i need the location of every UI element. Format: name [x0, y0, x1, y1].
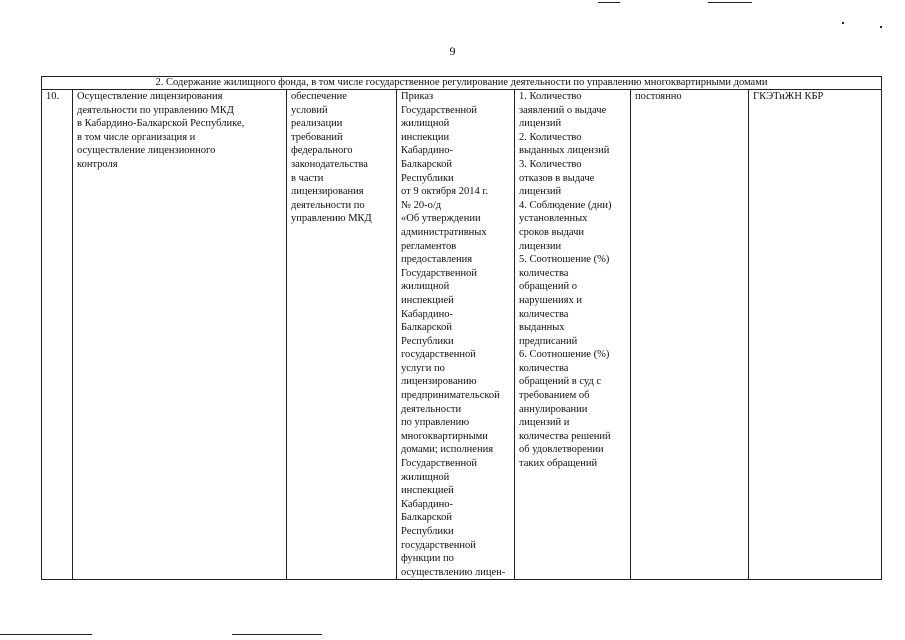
row-number: 10.: [42, 90, 73, 580]
measure-cell: Осуществление лицензирования деятельности по управлению МКД в Кабардино-Балкарской Республике, в том числе организация и осуществление лицензионного контроля: [73, 90, 287, 580]
scan-dot-2: [880, 26, 882, 28]
program-table: [41, 76, 882, 580]
goal-cell: обеспечение условий реализации требований федерального законодательства в части лицензирования деятельности по управлению МКД: [287, 90, 397, 580]
table-row: [42, 90, 882, 580]
scan-line-bottom-1: [0, 634, 92, 635]
executor-cell: ГКЭТиЖН КБР: [749, 90, 882, 580]
scan-line-top-2: [708, 2, 752, 3]
section-header-row: [42, 77, 882, 90]
scan-line-top-1: [598, 2, 620, 3]
scan-dot-1: [842, 22, 844, 24]
section-title: 2. Содержание жилищного фонда, в том числе государственное регулирование деятельности по управлению многоквартирными домами: [42, 77, 882, 90]
indicators-cell: 1. Количество заявлений о выдаче лицензий 2. Количество выданных лицензий 3. Количество отказов в выдаче лицензий 4. Соблюдение (дни) установленных сроков выдачи лицензии 5. Соотношение (%) количества обращений о нарушениях и количества выданных предписаний 6. Соотношение (%) количества обращений в суд с требованием об аннулировании лицензий и количества решений об удовлетворении таких обращений: [515, 90, 631, 580]
document-cell: Приказ Государственной жилищной инспекции Кабардино- Балкарской Республики от 9 октября 2014 г. № 20-о/д «Об утверждении административных регламентов предоставления Государственной жилищной инспекцией Кабардино- Балкарской Республики государственной услуги по лицензированию предпринимательской деятельности по управлению многоквартирными домами; исполнения Государственной жилищной инспекцией Кабардино- Балкарской Республики государственной функции по осуществлению лицен-: [397, 90, 515, 580]
scan-line-bottom-2: [232, 634, 322, 635]
page-number: 9: [449, 44, 456, 58]
term-cell: постоянно: [631, 90, 749, 580]
